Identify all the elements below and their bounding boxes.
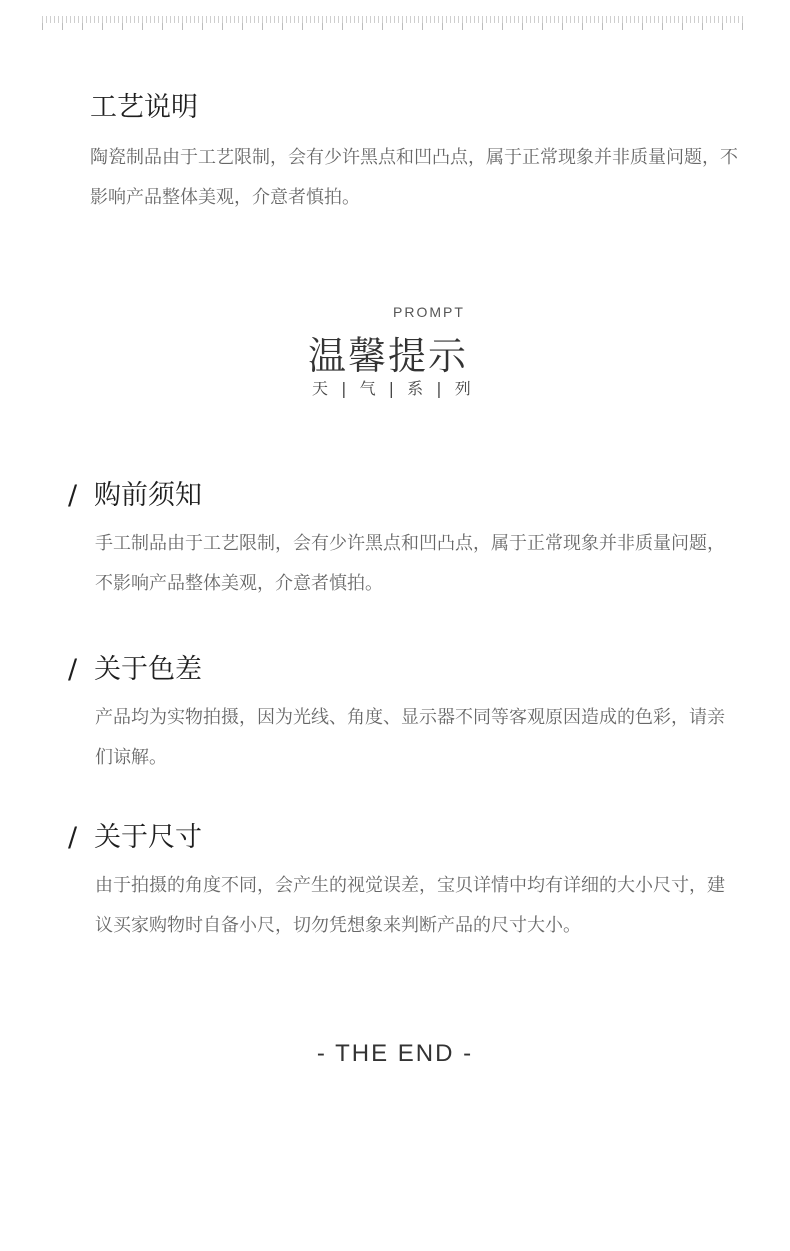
section-title — [68, 818, 728, 858]
prompt-series: 天 | 气 | 系 | 列 — [312, 379, 473, 398]
section-text: 手工制品由于工艺限制，会有少许黑点和凹凸点，属于正常现象并非质量问题，不影响产品整体美观，介意者慎拍。 — [95, 533, 725, 594]
craft-text: 陶瓷制品由于工艺限制，会有少许黑点和凹凸点，属于正常现象并非质量问题，不影响产品整体美观，介意者慎拍。 — [90, 147, 738, 208]
section-title — [68, 650, 728, 690]
section-title-text: 关于色差 — [94, 654, 202, 685]
section-text: 由于拍摄的角度不同，会产生的视觉误差，宝贝详情中均有详细的大小尺寸，建议买家购物时自备小尺，切勿凭想象来判断产品的尺寸大小。 — [95, 875, 725, 936]
slash-mark: / — [68, 822, 78, 853]
craft-title: 工艺说明 — [90, 92, 198, 123]
prompt-en-label: PROMPT — [393, 304, 465, 320]
prompt-title: 温馨提示 — [308, 334, 469, 378]
section-before-purchase — [68, 476, 728, 604]
section-text: 产品均为实物拍摄，因为光线、角度、显示器不同等客观原因造成的色彩，请亲们谅解。 — [95, 707, 725, 768]
craft-section — [90, 88, 740, 218]
section-title-text: 购前须知 — [94, 480, 202, 511]
section-title — [68, 476, 728, 516]
section-size — [68, 818, 728, 946]
section-title-text: 关于尺寸 — [94, 822, 202, 853]
slash-mark: / — [68, 480, 78, 511]
ruler-decoration — [42, 16, 746, 30]
the-end-label: - THE END - — [316, 1040, 474, 1067]
slash-mark: / — [68, 654, 78, 685]
section-color-difference — [68, 650, 728, 778]
